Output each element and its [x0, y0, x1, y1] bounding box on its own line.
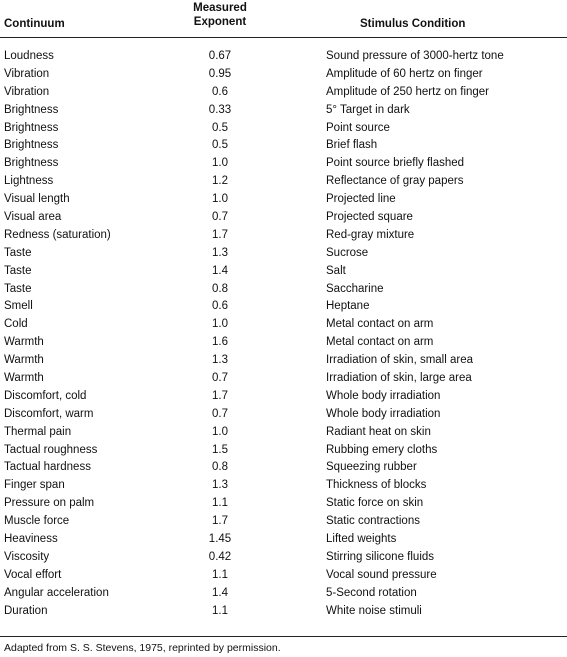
cell-stimulus-condition: Lifted weights: [326, 533, 397, 546]
table-row: [0, 48, 567, 66]
cell-exponent: 0.6: [212, 85, 228, 98]
cell-stimulus-condition: Metal contact on arm: [326, 318, 434, 331]
cell-continuum: Tactual hardness: [4, 461, 91, 474]
header-exponent-line1: Measured: [193, 2, 247, 14]
cell-continuum: Heaviness: [4, 533, 58, 546]
header-stimulus-condition: Stimulus Condition: [360, 18, 466, 30]
cell-continuum: Taste: [4, 282, 32, 295]
cell-stimulus-condition: Heptane: [326, 300, 370, 313]
cell-exponent: 1.5: [212, 443, 228, 456]
table-row: [0, 155, 567, 173]
cell-exponent: 0.33: [208, 103, 232, 116]
cell-stimulus-condition: Irradiation of skin, small area: [326, 354, 474, 367]
cell-exponent: 1.1: [212, 497, 228, 510]
cell-continuum: Angular acceleration: [4, 586, 109, 599]
table-row: [0, 209, 567, 227]
cell-stimulus-condition: Stirring silicone fluids: [326, 550, 435, 563]
table-row: [0, 442, 567, 460]
cell-exponent: 0.95: [208, 67, 232, 80]
cell-exponent: 1.7: [212, 389, 228, 402]
cell-continuum: Muscle force: [4, 515, 70, 528]
cell-continuum: Viscosity: [4, 550, 50, 563]
cell-stimulus-condition: Reflectance of gray papers: [326, 175, 464, 188]
table-row: [0, 227, 567, 245]
cell-continuum: Cold: [4, 318, 28, 331]
source-footnote: Adapted from S. S. Stevens, 1975, reprinted by permission.: [4, 642, 281, 654]
cell-continuum: Lightness: [4, 175, 54, 188]
table-row: [0, 567, 567, 585]
cell-exponent: 1.0: [212, 318, 228, 331]
cell-stimulus-condition: Irradiation of skin, large area: [326, 372, 472, 385]
table-row: [0, 334, 567, 352]
cell-exponent: 0.67: [208, 50, 232, 62]
table-row: [0, 66, 567, 84]
cell-stimulus-condition: Salt: [326, 264, 346, 277]
cell-stimulus-condition: Saccharine: [326, 282, 384, 295]
cell-exponent: 1.7: [212, 515, 228, 528]
cell-exponent: 1.4: [212, 264, 228, 277]
cell-exponent: 1.0: [212, 193, 228, 206]
table-row: [0, 137, 567, 155]
table-row: [0, 459, 567, 477]
table-row: [0, 352, 567, 370]
cell-exponent: 1.3: [212, 479, 228, 492]
table-row: [0, 316, 567, 334]
table-row: [0, 603, 567, 621]
cell-continuum: Pressure on palm: [4, 497, 95, 510]
cell-continuum: Thermal pain: [4, 425, 72, 438]
cell-exponent: 1.6: [212, 336, 228, 349]
cell-stimulus-condition: Static contractions: [326, 515, 420, 528]
header-exponent-line2: Exponent: [193, 16, 247, 28]
table-row: [0, 191, 567, 209]
cell-stimulus-condition: Vocal sound pressure: [326, 568, 437, 581]
table-row: [0, 102, 567, 120]
cell-stimulus-condition: Projected line: [326, 193, 396, 206]
cell-continuum: Brightness: [4, 121, 59, 134]
cell-stimulus-condition: Point source briefly flashed: [326, 157, 465, 170]
cell-continuum: Discomfort, warm: [4, 407, 94, 420]
cell-exponent: 0.7: [212, 372, 228, 385]
cell-exponent: 1.1: [212, 604, 228, 617]
table-row: [0, 477, 567, 495]
cell-exponent: 1.0: [212, 157, 228, 170]
cell-continuum: Finger span: [4, 479, 65, 492]
cell-stimulus-condition: Static force on skin: [326, 497, 424, 510]
cell-continuum: Vibration: [4, 85, 50, 98]
cell-stimulus-condition: Rubbing emery cloths: [326, 443, 438, 456]
header-measured-exponent: [170, 1, 270, 29]
table-body: [0, 48, 567, 621]
cell-continuum: Brightness: [4, 103, 59, 116]
cell-stimulus-condition: Amplitude of 60 hertz on finger: [326, 67, 483, 80]
cell-continuum: Warmth: [4, 372, 44, 385]
cell-exponent: 0.5: [212, 121, 228, 134]
header-divider: [0, 37, 567, 38]
table-row: [0, 281, 567, 299]
cell-continuum: Visual area: [4, 211, 62, 224]
cell-stimulus-condition: Radiant heat on skin: [326, 425, 431, 438]
cell-exponent: 0.7: [212, 211, 228, 224]
cell-exponent: 1.7: [212, 228, 228, 241]
table-row: [0, 549, 567, 567]
cell-continuum: Brightness: [4, 157, 59, 170]
cell-continuum: Warmth: [4, 354, 44, 367]
cell-exponent: 0.8: [212, 461, 228, 474]
cell-continuum: Visual length: [4, 193, 70, 206]
cell-stimulus-condition: 5° Target in dark: [326, 103, 410, 116]
table-row: [0, 388, 567, 406]
cell-stimulus-condition: Sound pressure of 3000-hertz tone: [326, 50, 504, 62]
table-row: [0, 513, 567, 531]
table-row: [0, 120, 567, 138]
table-row: [0, 406, 567, 424]
cell-stimulus-condition: Whole body irradiation: [326, 407, 441, 420]
cell-exponent: 1.45: [208, 533, 232, 546]
cell-exponent: 1.1: [212, 568, 228, 581]
table-row: [0, 298, 567, 316]
header-continuum: Continuum: [4, 18, 65, 30]
table-row: [0, 370, 567, 388]
cell-stimulus-condition: Metal contact on arm: [326, 336, 434, 349]
cell-exponent: 0.5: [212, 139, 228, 152]
cell-continuum: Duration: [4, 604, 48, 617]
cell-exponent: 1.4: [212, 586, 228, 599]
cell-stimulus-condition: Sucrose: [326, 246, 369, 259]
table-row: [0, 424, 567, 442]
cell-exponent: 1.0: [212, 425, 228, 438]
cell-stimulus-condition: Amplitude of 250 hertz on finger: [326, 85, 490, 98]
cell-exponent: 1.3: [212, 354, 228, 367]
cell-continuum: Vibration: [4, 67, 50, 80]
cell-continuum: Taste: [4, 246, 32, 259]
cell-continuum: Warmth: [4, 336, 44, 349]
cell-stimulus-condition: Projected square: [326, 211, 413, 224]
table-row: [0, 531, 567, 549]
table-bottom-rule: [0, 636, 567, 637]
cell-exponent: 0.7: [212, 407, 228, 420]
cell-stimulus-condition: White noise stimuli: [326, 604, 422, 617]
cell-exponent: 1.2: [212, 175, 228, 188]
table-row: [0, 84, 567, 102]
cell-stimulus-condition: Whole body irradiation: [326, 389, 441, 402]
cell-stimulus-condition: Squeezing rubber: [326, 461, 417, 474]
cell-continuum: Tactual roughness: [4, 443, 98, 456]
cell-stimulus-condition: Point source: [326, 121, 390, 134]
cell-exponent: 1.3: [212, 246, 228, 259]
cell-continuum: Redness (saturation): [4, 228, 111, 241]
cell-stimulus-condition: Brief flash: [326, 139, 378, 152]
cell-continuum: Taste: [4, 264, 32, 277]
cell-continuum: Discomfort, cold: [4, 389, 87, 402]
cell-continuum: Smell: [4, 300, 33, 313]
table-row: [0, 585, 567, 603]
table-row: [0, 245, 567, 263]
cell-stimulus-condition: Red-gray mixture: [326, 228, 415, 241]
cell-exponent: 0.42: [208, 550, 232, 563]
table-row: [0, 263, 567, 281]
cell-exponent: 0.6: [212, 300, 228, 313]
table-row: [0, 495, 567, 513]
cell-exponent: 0.8: [212, 282, 228, 295]
cell-continuum: Vocal effort: [4, 568, 62, 581]
cell-stimulus-condition: Thickness of blocks: [326, 479, 427, 492]
cell-continuum: Brightness: [4, 139, 59, 152]
table-row: [0, 173, 567, 191]
cell-continuum: Loudness: [4, 50, 54, 62]
cell-stimulus-condition: 5-Second rotation: [326, 586, 417, 599]
